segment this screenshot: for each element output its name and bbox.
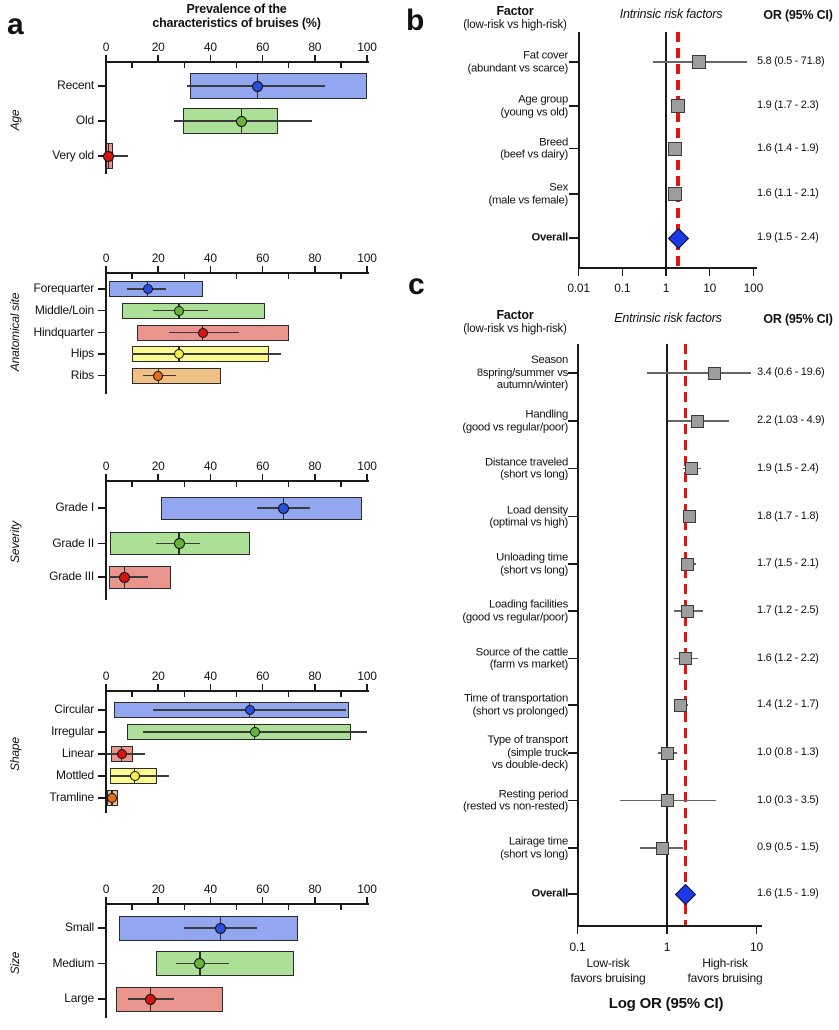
mean-dot: [143, 284, 153, 294]
category-label: Large: [64, 991, 94, 1005]
x-axis-minor-tick: [340, 274, 341, 279]
factor-row-label-line: (short vs long): [500, 848, 568, 860]
x-axis-tick-label: 60: [256, 669, 270, 683]
factor-row-label: [410, 181, 568, 206]
x-axis-tick-label: 0: [102, 40, 110, 54]
or-ci-text: 1.6 (1.5 - 1.9): [757, 887, 819, 899]
factor-row-tick: [568, 610, 578, 612]
factor-row-tick: [569, 148, 579, 150]
or-ci-text: 3.4 (0.6 - 19.6): [757, 366, 825, 378]
x-axis-tick-label: 100: [357, 669, 377, 683]
x-axis-tick-label: 40: [203, 251, 217, 265]
or-ci-text: 1.9 (1.5 - 2.4): [757, 231, 819, 243]
factor-column-header: Factor: [496, 308, 534, 322]
or-column-header: OR (95% CI): [763, 8, 833, 22]
category-tick: [98, 709, 106, 711]
mean-dot: [215, 923, 226, 934]
factor-row-label: [410, 598, 568, 623]
or-square-marker: [661, 794, 674, 807]
x-axis-tick-label: 80: [308, 669, 322, 683]
x-axis-major-tick: [157, 266, 159, 272]
footer-label-line: favors bruising: [687, 970, 763, 985]
x-axis-tick: [709, 269, 711, 276]
mean-dot: [119, 572, 130, 583]
x-axis-tick-label: 20: [151, 40, 165, 54]
x-axis-minor-tick: [288, 274, 289, 279]
category-label: Middle/Loin: [34, 302, 94, 317]
factor-row-label-line: Breed: [539, 135, 568, 148]
x-axis-minor-tick: [288, 905, 289, 910]
or-ci-text: 1.6 (1.4 - 1.9): [757, 141, 819, 154]
x-axis-tick-label: 20: [151, 251, 165, 265]
overall-diamond-marker: [668, 227, 689, 248]
or-ci-text: 1.4 (1.2 - 1.7): [757, 698, 819, 710]
group-axis-label: Size: [8, 951, 22, 975]
category-label: Grade II: [52, 535, 94, 550]
or-ci-text: 1.9 (1.5 - 2.4): [757, 461, 819, 474]
x-axis-tick-label: 20: [151, 459, 165, 473]
factor-row-label-line: Load density: [506, 503, 568, 516]
reference-line: [666, 344, 668, 925]
factor-row-label-line: (optimal vs high): [489, 516, 568, 529]
factor-row-tick: [568, 563, 578, 565]
factor-row-tick: [568, 658, 578, 660]
or-square-marker: [668, 142, 682, 156]
group-axis-label: Age: [8, 109, 22, 131]
factor-row-label-line: Resting period: [498, 787, 568, 800]
category-label: Mottled: [56, 768, 94, 782]
factor-row-label-line: Type of transport: [487, 734, 568, 747]
category-tick: [98, 753, 106, 755]
category-tick: [98, 507, 106, 509]
factor-row-label: [410, 646, 568, 671]
or-square-marker: [692, 55, 706, 69]
x-axis-tick: [756, 927, 758, 934]
factor-row-label-line: (young vs old): [500, 106, 568, 118]
category-tick: [98, 375, 106, 377]
factor-row-tick: [568, 516, 578, 518]
mean-dot: [252, 81, 263, 92]
panel-a-label: a: [7, 8, 24, 41]
x-axis-major-tick: [314, 897, 316, 903]
x-axis-minor-tick: [236, 482, 237, 487]
x-axis-tick-label: 0: [102, 251, 110, 265]
factor-row-label: [410, 136, 568, 161]
category-tick: [98, 963, 106, 965]
x-axis-tick-label: 80: [308, 459, 322, 473]
x-axis-tick-label: 0.1: [614, 281, 631, 295]
x-axis-tick-label: 60: [256, 882, 270, 896]
or-ci-text: 1.0 (0.8 - 1.3): [757, 746, 819, 758]
or-square-marker: [668, 187, 682, 201]
x-axis-tick-label: 20: [151, 669, 165, 683]
x-axis-major-tick: [157, 897, 159, 903]
x-axis-minor-tick: [340, 482, 341, 487]
mean-dot: [250, 727, 260, 737]
group-axis-label: Severity: [8, 521, 22, 563]
or-ci-text: 1.6 (1.1 - 2.1): [757, 187, 819, 199]
or-ci-text: 2.2 (1.03 - 4.9): [757, 414, 825, 426]
x-axis-tick-label: 80: [308, 882, 322, 896]
x-axis-major-tick: [314, 55, 316, 61]
mean-dot: [174, 306, 184, 316]
factor-row-label: [410, 788, 568, 813]
category-tick: [98, 797, 106, 799]
factor-row-label: [410, 504, 568, 529]
factor-row-label: [410, 888, 568, 901]
x-axis-minor-tick: [340, 692, 341, 697]
factor-row-label: [410, 835, 568, 860]
or-square-marker: [708, 367, 721, 380]
x-axis-minor-tick: [288, 63, 289, 68]
factor-column-header: Factor: [496, 4, 534, 18]
x-axis-tick-label: 40: [203, 459, 217, 473]
or-ci-text: 1.8 (1.7 - 1.8): [757, 509, 819, 522]
category-label: Very old: [52, 148, 94, 162]
high-risk-footer-label: [655, 956, 795, 985]
or-ci-text: 1.9 (1.7 - 2.3): [757, 99, 819, 111]
or-ci-text: 1.0 (0.3 - 3.5): [757, 793, 819, 806]
factor-row-label-line: Handling: [525, 408, 568, 421]
x-axis-tick-label: 100: [357, 40, 377, 54]
or-square-marker: [661, 747, 674, 760]
factor-row-label: [410, 551, 568, 576]
mean-dot: [278, 503, 289, 514]
factor-row-label: [410, 734, 568, 772]
factor-row-tick: [568, 752, 578, 754]
factor-row-label-line: Distance traveled: [484, 455, 568, 468]
category-tick: [98, 332, 106, 334]
factor-row-label-line: (beef vs dairy): [500, 148, 568, 161]
mean-dot: [117, 749, 127, 759]
factor-row-label-line: (good vs regular/poor): [462, 611, 568, 623]
category-label: Medium: [52, 955, 94, 970]
x-axis-minor-tick: [184, 63, 185, 68]
or-ci-text: 5.8 (0.5 - 71.8): [757, 55, 825, 67]
mean-dot: [245, 705, 255, 715]
category-label: Ribs: [70, 367, 94, 382]
x-axis-minor-tick: [184, 692, 185, 697]
or-ci-text: 0.9 (0.5 - 1.5): [757, 841, 819, 853]
chart-title-line2: characteristics of bruises (%): [152, 16, 321, 30]
x-axis-title: Log OR (95% CI): [608, 995, 724, 1012]
x-axis-minor-tick: [184, 905, 185, 910]
x-axis-tick-label: 40: [203, 882, 217, 896]
x-axis-minor-tick: [184, 274, 185, 279]
or-square-marker: [681, 558, 694, 571]
factor-row-label-line: Overall: [531, 887, 568, 900]
factor-row-label-line: vs double-deck): [492, 759, 568, 772]
factor-row-label: [410, 49, 568, 74]
footer-label-line: Low-risk: [586, 956, 630, 970]
or-square-marker: [685, 462, 698, 475]
x-axis-tick: [666, 927, 668, 934]
x-axis-major-tick: [314, 684, 316, 690]
x-axis-minor-tick: [184, 482, 185, 487]
factor-row-label-line: Fat cover: [523, 49, 568, 62]
x-axis-minor-tick: [131, 905, 132, 910]
factor-row-label-line: Source of the cattle: [475, 645, 568, 658]
group-axis-label: Shape: [8, 737, 22, 771]
or-ci-text: 1.6 (1.2 - 2.2): [757, 651, 819, 664]
x-axis-tick-label: 0.01: [567, 281, 590, 295]
category-label: Hips: [70, 346, 94, 360]
or-square-marker: [691, 415, 704, 428]
category-tick: [98, 353, 106, 355]
factor-row-label: [410, 354, 568, 392]
x-axis-tick: [665, 269, 667, 276]
mean-dot: [145, 994, 156, 1005]
x-axis-tick: [753, 269, 755, 276]
factor-row-label-line: 8spring/summer vs: [476, 366, 568, 379]
x-axis-major-tick: [314, 474, 316, 480]
factor-row-label: [410, 232, 568, 245]
category-label: Recent: [57, 78, 94, 92]
factor-row-tick: [568, 468, 578, 470]
category-label: Linear: [61, 746, 94, 760]
category-tick: [98, 288, 106, 290]
pooled-or-dashed-line: [684, 344, 688, 925]
or-ci-text: 1.7 (1.2 - 2.5): [757, 604, 819, 616]
x-axis-minor-tick: [131, 482, 132, 487]
x-axis-major-tick: [366, 684, 368, 690]
x-axis-major-tick: [366, 266, 368, 272]
ci-whisker: [647, 372, 751, 373]
x-axis-tick-label: 0: [102, 882, 110, 896]
x-axis-tick-label: 100: [357, 251, 377, 265]
factor-row-label-line: Season: [531, 354, 568, 367]
x-axis-tick-label: 100: [743, 281, 764, 295]
category-label: Small: [64, 920, 94, 934]
factor-row-label: [410, 93, 568, 118]
footer-label-line: High-risk: [702, 956, 748, 970]
x-axis-major-tick: [262, 266, 264, 272]
category-label: Old: [75, 113, 94, 127]
plot-frame-line: [578, 32, 580, 267]
factor-row-label-line: Overall: [531, 231, 568, 244]
or-square-marker: [671, 99, 685, 113]
x-axis-minor-tick: [288, 482, 289, 487]
factor-column-subheader: (low-risk vs high-risk): [463, 18, 567, 31]
x-axis-minor-tick: [236, 63, 237, 68]
factor-row-tick: [569, 237, 579, 239]
x-axis-major-tick: [314, 266, 316, 272]
x-axis-major-tick: [210, 897, 212, 903]
x-axis-tick-label: 10: [703, 281, 717, 295]
category-tick: [98, 998, 106, 1000]
factor-row-label-line: (short vs prolonged): [472, 705, 568, 717]
mean-dot: [107, 793, 117, 803]
factor-row-label-line: Sex: [549, 181, 568, 194]
factor-row-tick: [569, 61, 579, 63]
x-axis-major-tick: [262, 474, 264, 480]
factor-row-label-line: Lairage time: [508, 835, 568, 848]
factor-row-tick: [569, 105, 579, 107]
x-axis-minor-tick: [288, 692, 289, 697]
x-axis-tick-label: 20: [151, 882, 165, 896]
x-axis-major-tick: [157, 55, 159, 61]
category-tick: [98, 775, 106, 777]
factor-row-label-line: (farm vs market): [489, 658, 568, 671]
x-axis-minor-tick: [340, 63, 341, 68]
or-square-marker: [681, 605, 694, 618]
forest-plot-title: Intrinsic risk factors: [619, 7, 723, 21]
x-axis-tick-label: 0: [102, 459, 110, 473]
x-axis-tick-label: 1: [662, 281, 670, 295]
mean-dot: [153, 371, 163, 381]
category-label: Forequarter: [33, 281, 94, 295]
panel-b-label: b: [406, 4, 425, 37]
x-axis-tick-label: 0: [102, 669, 110, 683]
x-axis-tick-label: 80: [308, 40, 322, 54]
overall-diamond-marker: [675, 883, 696, 904]
x-axis-tick-label: 40: [203, 669, 217, 683]
x-axis-tick-label: 10: [750, 940, 763, 954]
x-axis-tick: [622, 269, 624, 276]
or-square-marker: [683, 510, 696, 523]
factor-row-tick: [568, 800, 578, 802]
x-axis-major-tick: [366, 897, 368, 903]
mean-dot: [130, 771, 140, 781]
x-axis-tick: [577, 927, 579, 934]
mean-dot: [174, 538, 185, 549]
x-axis-tick-label: 60: [256, 251, 270, 265]
reference-line: [665, 32, 667, 267]
x-axis: [578, 267, 757, 269]
x-axis-major-tick: [210, 474, 212, 480]
mean-dot: [236, 116, 247, 127]
x-axis-major-tick: [210, 266, 212, 272]
x-axis-minor-tick: [236, 692, 237, 697]
forest-plot-title: Entrinsic risk factors: [614, 311, 722, 325]
factor-row-label-line: Age group: [518, 93, 568, 106]
x-axis-major-tick: [262, 897, 264, 903]
x-axis-major-tick: [262, 684, 264, 690]
footer-label-line: favors bruising: [570, 970, 646, 985]
x-axis-major-tick: [157, 684, 159, 690]
chart-title-line1: Prevalence of the: [186, 2, 287, 16]
x-axis-major-tick: [262, 55, 264, 61]
x-axis-tick-label: 1: [663, 940, 671, 954]
x-axis-minor-tick: [340, 905, 341, 910]
category-tick: [98, 543, 106, 545]
x-axis-tick-label: 80: [308, 251, 322, 265]
x-axis-major-tick: [366, 55, 368, 61]
x-axis-major-tick: [366, 474, 368, 480]
or-square-marker: [674, 699, 687, 712]
or-column-header: OR (95% CI): [763, 312, 833, 326]
category-label: Irregular: [51, 724, 94, 738]
factor-row-tick: [568, 847, 578, 849]
x-axis-major-tick: [210, 684, 212, 690]
mean-dot: [103, 151, 114, 162]
x-axis-tick-label: 100: [357, 459, 377, 473]
plot-frame-line: [577, 344, 579, 925]
category-tick: [98, 927, 106, 929]
factor-row-label: [410, 408, 568, 433]
factor-row-tick: [568, 372, 578, 374]
factor-row-tick: [568, 420, 578, 422]
group-axis-label: Anatomical site: [8, 292, 22, 372]
factor-row-tick: [569, 193, 579, 195]
factor-row-tick: [568, 893, 578, 895]
category-tick: [98, 576, 106, 578]
y-axis: [105, 903, 107, 1018]
category-tick: [98, 120, 106, 122]
x-axis-major-tick: [157, 474, 159, 480]
x-axis-tick-label: 100: [357, 882, 377, 896]
category-label: Hindquarter: [33, 324, 94, 339]
factor-row-label-line: (short vs long): [500, 564, 568, 576]
factor-row-label-line: (short vs long): [500, 468, 568, 481]
factor-row-label-line: (male vs female): [488, 194, 568, 206]
x-axis-minor-tick: [131, 274, 132, 279]
factor-row-label-line: (good vs regular/poor): [462, 421, 568, 433]
category-label: Grade I: [55, 500, 94, 514]
x-axis-minor-tick: [236, 905, 237, 910]
or-square-marker: [679, 652, 692, 665]
x-axis-tick-label: 60: [256, 459, 270, 473]
factor-row-label: [410, 692, 568, 717]
factor-row-label: [410, 456, 568, 481]
x-axis-tick-label: 0.1: [569, 940, 586, 954]
x-axis-minor-tick: [131, 63, 132, 68]
category-tick: [98, 731, 106, 733]
factor-row-tick: [568, 704, 578, 706]
factor-row-label-line: (abundant vs scarce): [467, 62, 568, 74]
x-axis-tick-label: 40: [203, 40, 217, 54]
factor-row-label-line: (rested vs non-rested): [462, 800, 568, 813]
x-axis-minor-tick: [131, 692, 132, 697]
category-label: Tramline: [49, 790, 94, 804]
factor-row-label-line: (simple truck: [507, 746, 568, 759]
factor-row-label-line: Unloading time: [496, 551, 568, 564]
y-axis: [105, 480, 107, 600]
factor-row-label-line: Loading facilities: [488, 598, 568, 611]
mean-dot: [198, 328, 208, 338]
x-axis: [577, 925, 762, 927]
x-axis-major-tick: [210, 55, 212, 61]
category-label: Circular: [54, 702, 94, 716]
factor-row-label-line: autumn/winter): [496, 379, 568, 392]
x-axis-tick: [578, 269, 580, 276]
category-label: Grade III: [49, 569, 94, 583]
or-ci-text: 1.7 (1.5 - 2.1): [757, 557, 819, 569]
factor-column-subheader: (low-risk vs high-risk): [463, 322, 567, 335]
category-tick: [98, 310, 106, 312]
panel-c-label: c: [408, 268, 425, 301]
x-axis-tick-label: 60: [256, 40, 270, 54]
or-square-marker: [656, 842, 669, 855]
factor-row-label-line: Time of transportation: [464, 692, 568, 705]
category-tick: [98, 85, 106, 87]
ci-whisker: [132, 353, 281, 354]
x-axis-minor-tick: [236, 274, 237, 279]
